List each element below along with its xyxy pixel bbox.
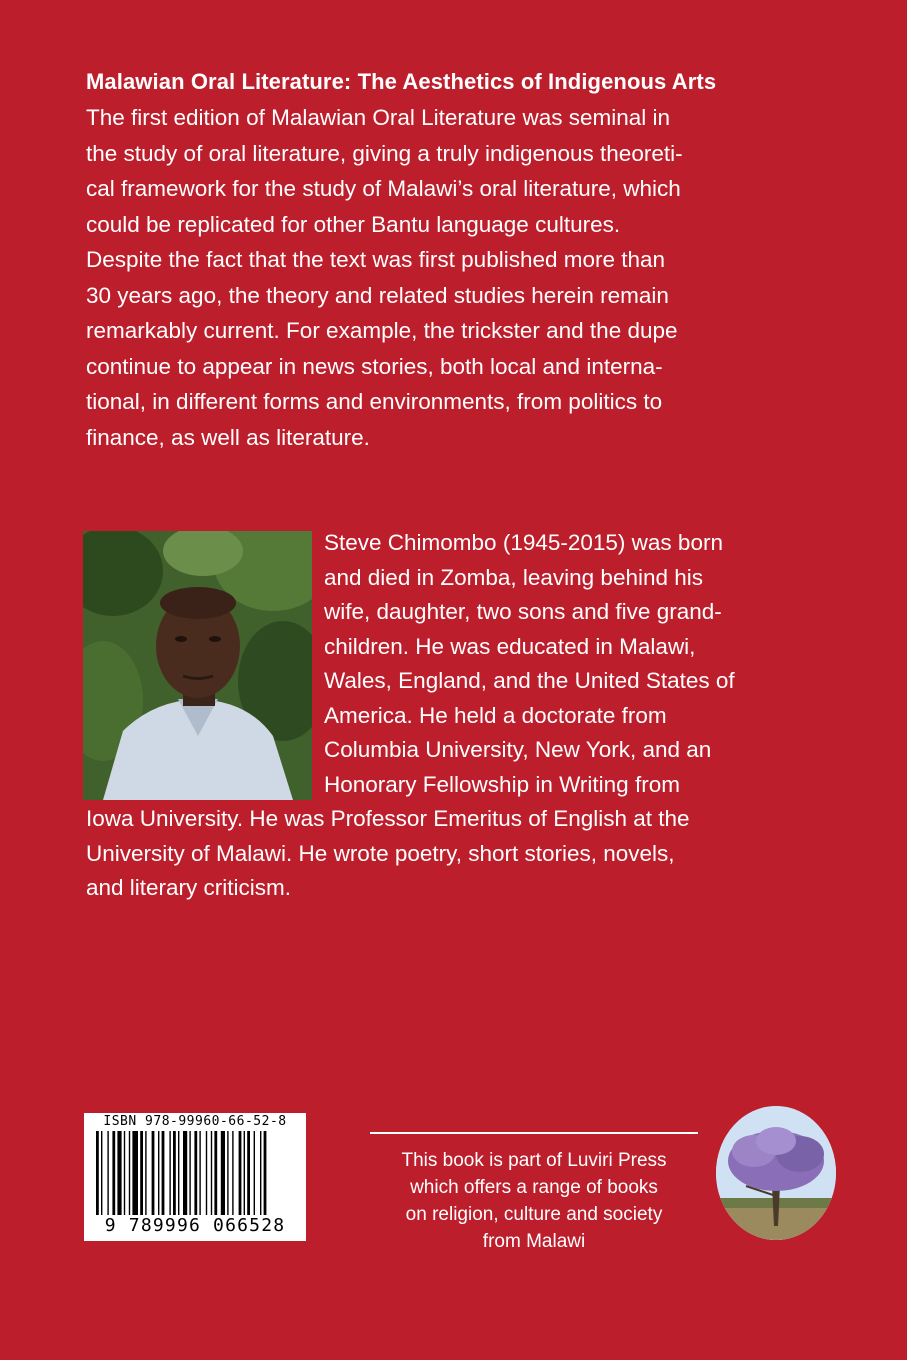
description-line: Despite the fact that the text was first published more than — [86, 247, 666, 272]
description-line: cal framework for the study of Malawi’s oral literature, which — [86, 176, 681, 201]
press-logo-tree — [716, 1106, 836, 1240]
barcode-bar — [239, 1131, 242, 1215]
barcode-bar — [145, 1131, 146, 1215]
barcode-bar — [112, 1131, 115, 1215]
book-description — [86, 100, 846, 455]
barcode-bar — [173, 1131, 176, 1215]
divider-line — [370, 1132, 698, 1134]
bio-line: Iowa University. He was Professor Emeritus of English at the — [86, 806, 690, 831]
press-line: which offers a range of books — [410, 1177, 658, 1198]
barcode-bar — [206, 1131, 207, 1215]
barcode-bar — [189, 1131, 190, 1215]
barcode-bar — [214, 1131, 217, 1215]
isbn-label: ISBN 978-99960-66-52-8 — [103, 1114, 287, 1129]
barcode-bar — [178, 1131, 179, 1215]
bio-line: Wales, England, and the United States of — [324, 668, 735, 693]
barcode-bar — [152, 1131, 155, 1215]
barcode-bar — [140, 1131, 143, 1215]
isbn-barcode — [84, 1113, 306, 1241]
barcode-bar — [254, 1131, 255, 1215]
barcode-bar — [162, 1131, 165, 1215]
barcode-bar — [132, 1131, 138, 1215]
description-line: remarkably current. For example, the trickster and the dupe — [86, 318, 678, 343]
bio-line: wife, daughter, two sons and five grand- — [324, 599, 722, 624]
bio-line: children. He was educated in Malawi, — [324, 633, 696, 659]
description-line: tional, in different forms and environments, from politics to — [86, 389, 663, 414]
description-line: 30 years ago, the theory and related studies herein remain — [86, 282, 669, 308]
barcode-bar — [107, 1131, 108, 1215]
barcode-bar — [232, 1131, 233, 1215]
book-title: Malawian Oral Literature: The Aesthetics of Indigenous Arts — [86, 69, 717, 94]
bio-line: Honorary Fellowship in Writing from — [324, 771, 680, 797]
barcode-bar — [183, 1131, 187, 1215]
press-line: This book is part of Luviri Press — [401, 1150, 667, 1171]
barcode-bar — [117, 1131, 121, 1215]
bio-line: Steve Chimombo (1945-2015) was born — [324, 530, 723, 555]
description-line: The first edition of Malawian Oral Literature was seminal in — [86, 105, 671, 130]
barcode-bar — [101, 1131, 102, 1215]
barcode-bar — [211, 1131, 212, 1215]
barcode-bar — [227, 1131, 228, 1215]
bio-line: University of Malawi. He wrote poetry, short stories, novels, — [86, 840, 675, 866]
bio-line: and literary criticism. — [86, 875, 292, 900]
press-line: on religion, culture and society — [405, 1204, 663, 1225]
press-note — [367, 1147, 701, 1255]
barcode-bar — [194, 1131, 197, 1215]
description-line: could be replicated for other Bantu language cultures. — [86, 211, 621, 237]
bio-line: and died in Zomba, leaving behind his — [324, 564, 704, 590]
isbn-digits: 9 789996 066528 — [104, 1215, 286, 1236]
author-bio — [86, 526, 846, 906]
description-line: finance, as well as literature. — [86, 424, 370, 450]
barcode-bars — [88, 1131, 302, 1215]
description-line: the study of oral literature, giving a truly indigenous theoreti- — [86, 140, 683, 166]
barcode-bar — [260, 1131, 261, 1215]
barcode-bar — [247, 1131, 250, 1215]
barcode-bar — [264, 1131, 267, 1215]
barcode-bar — [199, 1131, 200, 1215]
bio-line: Columbia University, New York, and an — [324, 737, 712, 762]
press-line: from Malawi — [482, 1231, 586, 1252]
barcode-bar — [129, 1131, 130, 1215]
barcode-bar — [96, 1131, 99, 1215]
description-line: continue to appear in news stories, both local and interna- — [86, 353, 663, 379]
bio-line: America. He held a doctorate from — [324, 702, 667, 728]
barcode-bar — [244, 1131, 245, 1215]
barcode-bar — [158, 1131, 159, 1215]
barcode-bar — [169, 1131, 170, 1215]
barcode-bar — [124, 1131, 125, 1215]
barcode-bar — [221, 1131, 225, 1215]
